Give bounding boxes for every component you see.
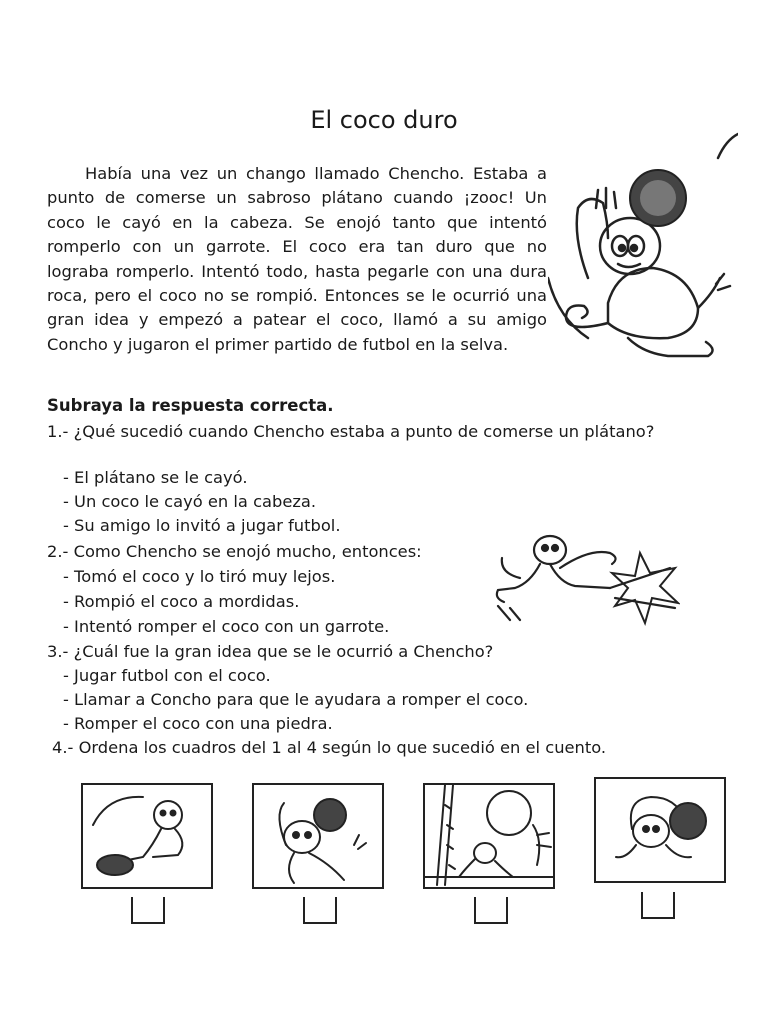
order-box-3[interactable] <box>474 897 508 924</box>
q2-option-1[interactable]: - Tomó el coco y lo tiró muy lejos. <box>63 567 336 586</box>
monkey-hit-icon <box>252 783 384 889</box>
monkey-kicking-coconut-icon <box>490 528 680 628</box>
page-title: El coco duro <box>310 106 458 134</box>
story-panel-1 <box>73 776 221 896</box>
q1-option-1[interactable]: - El plátano se le cayó. <box>63 468 248 487</box>
order-box-1[interactable] <box>131 897 165 924</box>
question-2: 2.- Como Chencho se enojó mucho, entonces: <box>47 542 422 561</box>
question-3: 3.- ¿Cuál fue la gran idea que se le ocurrió a Chencho? <box>47 642 494 661</box>
story-text: Había una vez un chango llamado Chencho. Estaba a punto de comerse un sabroso plátano cuando ¡zooc! Un coco le cayó en la cabeza. Se enojó tanto que intentó romperlo con un garrote. El coco era tan duro que no lograba romperlo. Intentó todo, hasta pegarle con una dura roca, pero el coco no se rompió. Entonces se le ocurrió una gran idea y empezó a patear el coco, llamó a su amigo Concho y jugaron el primer partido de futbol en la selva. <box>47 164 547 354</box>
order-box-4[interactable] <box>641 892 675 919</box>
monkey-holding-coconut-icon <box>594 777 726 883</box>
order-box-2[interactable] <box>303 897 337 924</box>
q1-option-3[interactable]: - Su amigo lo invitó a jugar futbol. <box>63 516 341 535</box>
monkey-kicking-icon <box>81 783 213 889</box>
story-paragraph <box>47 162 547 357</box>
monkey-under-palm-icon <box>423 783 555 889</box>
story-panel-3 <box>415 776 563 896</box>
monkey-hit-by-coconut-icon <box>548 128 738 368</box>
q1-option-2[interactable]: - Un coco le cayó en la cabeza. <box>63 492 317 511</box>
q2-option-3[interactable]: - Intentó romper el coco con un garrote. <box>63 617 390 636</box>
instruction-heading: Subraya la respuesta correcta. <box>47 396 334 415</box>
story-panel-2 <box>244 776 392 896</box>
q3-option-1[interactable]: - Jugar futbol con el coco. <box>63 666 271 685</box>
q2-option-2[interactable]: - Rompió el coco a mordidas. <box>63 592 300 611</box>
question-1: 1.- ¿Qué sucedió cuando Chencho estaba a punto de comerse un plátano? <box>47 422 655 441</box>
question-4: 4.- Ordena los cuadros del 1 al 4 según lo que sucedió en el cuento. <box>52 738 607 757</box>
q3-option-3[interactable]: - Romper el coco con una piedra. <box>63 714 333 733</box>
q3-option-2[interactable]: - Llamar a Concho para que le ayudara a romper el coco. <box>63 690 529 709</box>
story-panel-4 <box>586 770 734 890</box>
